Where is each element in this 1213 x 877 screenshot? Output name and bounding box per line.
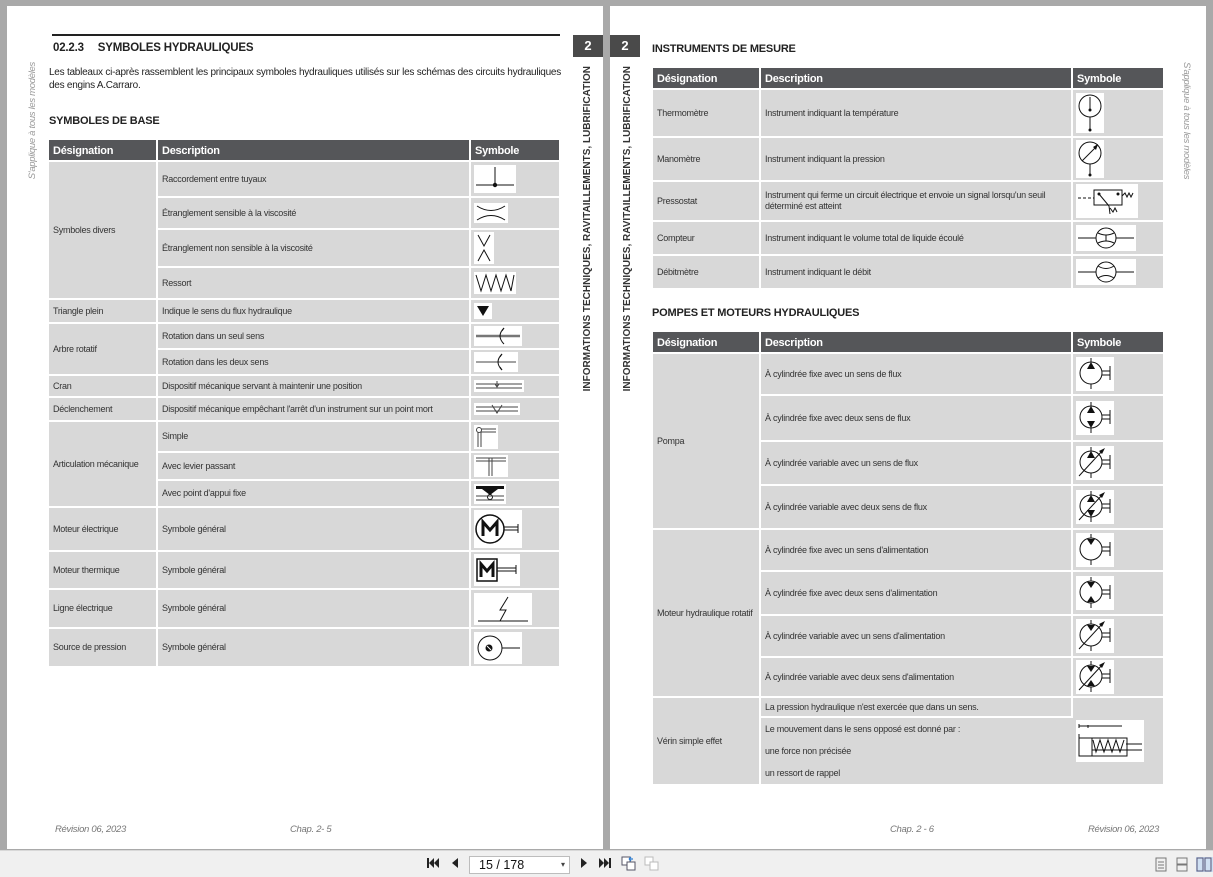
description-cell: Symbole général (157, 507, 470, 551)
table-row (49, 628, 559, 667)
page-number-select[interactable] (469, 856, 570, 874)
pumps-motors-table (653, 332, 1163, 786)
previous-page-icon (450, 856, 460, 870)
go-forward-view-icon (644, 856, 660, 872)
symbol-cell (470, 229, 559, 267)
description-cell: Avec point d'appui fixe (157, 480, 470, 507)
symbol-cell (1072, 485, 1163, 529)
side-note-right: S'applique à tous les modèles (1181, 62, 1192, 180)
variable-pump-two-way-icon (1076, 490, 1114, 524)
designation-cell: Débitmètre (653, 255, 760, 289)
table-row (49, 551, 559, 589)
symbol-cell (470, 323, 559, 349)
description-cell: À cylindrée fixe avec un sens d'alimentation (760, 529, 1072, 571)
simple-linkage-icon (474, 425, 498, 449)
description-cell: Symbole général (157, 589, 470, 628)
symbol-cell (1072, 657, 1163, 697)
header-designation: Désignation (49, 140, 157, 161)
orifice-restriction-icon (474, 232, 494, 264)
table-row (653, 137, 1163, 181)
pressure-source-icon (474, 632, 522, 664)
first-page-button[interactable] (426, 856, 440, 872)
rotating-shaft-one-way-icon (474, 326, 522, 346)
table-row (653, 353, 1163, 395)
continuous-page-icon (1176, 857, 1188, 872)
table-row (653, 697, 1163, 717)
designation-cell: Ligne électrique (49, 589, 157, 628)
manometer-icon (1076, 140, 1104, 178)
table-row (653, 89, 1163, 137)
continuous-view-button[interactable] (1176, 857, 1190, 872)
last-page-icon (598, 856, 612, 870)
symbol-cell (1072, 137, 1163, 181)
page-left (7, 6, 603, 849)
description-cell: Symbole général (157, 628, 470, 667)
table-row (653, 181, 1163, 221)
table-header-row (49, 140, 559, 161)
variable-motor-one-way-icon (1076, 619, 1114, 653)
electric-line-icon (474, 593, 532, 625)
symbol-cell (1072, 353, 1163, 395)
variable-pump-one-way-icon (1076, 446, 1114, 480)
page-right (610, 6, 1206, 849)
symbol-cell (470, 197, 559, 229)
thermometer-icon (1076, 93, 1104, 133)
symbol-cell (1072, 697, 1163, 785)
chapter-number-tab: 2 (610, 35, 640, 57)
symbol-cell (470, 452, 559, 480)
header-designation: Désignation (653, 332, 760, 353)
symbol-cell (1072, 395, 1163, 441)
go-back-view-icon (621, 856, 637, 872)
table-row (49, 507, 559, 551)
table-row (49, 299, 559, 323)
flowmeter-icon (1076, 259, 1136, 285)
description-cell: Ressort (157, 267, 470, 299)
description-cell: À cylindrée variable avec un sens de flux (760, 441, 1072, 485)
designation-cell: Triangle plein (49, 299, 157, 323)
instruments-table (653, 68, 1163, 290)
symbol-cell (470, 480, 559, 507)
designation-cell: Moteur hydraulique rotatif (653, 529, 760, 697)
through-lever-icon (474, 455, 508, 477)
symbol-cell (470, 299, 559, 323)
table-row (49, 375, 559, 397)
symbol-cell (470, 628, 559, 667)
description-cell: Instrument indiquant la température (760, 89, 1072, 137)
description-line: un ressort de rappel (765, 768, 841, 778)
description-cell: Avec levier passant (157, 452, 470, 480)
fixed-pump-one-way-icon (1076, 357, 1114, 391)
symbol-cell (1072, 89, 1163, 137)
pipe-junction-icon (474, 165, 516, 193)
description-cell: Dispositif mécanique empêchant l'arrêt d'un instrument sur un point mort (157, 397, 470, 421)
symbol-cell (470, 375, 559, 397)
symbol-cell (1072, 441, 1163, 485)
description-cell: À cylindrée fixe avec deux sens de flux (760, 395, 1072, 441)
description-cell: Symbole général (157, 551, 470, 589)
symbol-cell (1072, 529, 1163, 571)
section-rule (52, 34, 560, 36)
footer-chapter-page: Chap. 2 - 6 (890, 824, 934, 835)
variable-motor-two-way-icon (1076, 660, 1114, 694)
symbol-cell (470, 397, 559, 421)
table-row (653, 529, 1163, 571)
description-cell: Simple (157, 421, 470, 452)
table-row (653, 255, 1163, 289)
symbol-cell (1072, 615, 1163, 657)
header-symbole: Symbole (1072, 68, 1163, 89)
header-symbole: Symbole (1072, 332, 1163, 353)
description-cell: Indique le sens du flux hydraulique (157, 299, 470, 323)
chapter-title-vertical: INFORMATIONS TECHNIQUES, RAVITAILLEMENTS, LUBRIFICATION (582, 66, 593, 392)
fixed-motor-two-way-icon (1076, 576, 1114, 610)
designation-cell: Moteur thermique (49, 551, 157, 589)
description-cell: Rotation dans un seul sens (157, 323, 470, 349)
viewer-toolbar (0, 850, 1213, 877)
description-cell: Instrument indiquant le débit (760, 255, 1072, 289)
description-cell: Rotation dans les deux sens (157, 349, 470, 375)
table-header-row (653, 68, 1163, 89)
two-page-view-button[interactable] (1196, 857, 1213, 872)
description-cell: À cylindrée variable avec deux sens d'alimentation (760, 657, 1072, 697)
table-row (49, 161, 559, 197)
section-title (53, 42, 253, 54)
pressure-switch-icon (1076, 184, 1138, 218)
first-page-icon (426, 856, 440, 870)
designation-cell: Déclenchement (49, 397, 157, 421)
header-symbole: Symbole (470, 140, 559, 161)
header-description: Description (157, 140, 470, 161)
designation-cell: Articulation mécanique (49, 421, 157, 507)
fixed-pivot-icon (474, 484, 506, 504)
two-page-icon (1196, 857, 1212, 872)
symbol-cell (1072, 571, 1163, 615)
designation-cell: Vérin simple effet (653, 697, 760, 785)
go-forward-view-button[interactable] (644, 856, 660, 872)
footer-revision: Révision 06, 2023 (55, 824, 126, 835)
description-cell: Dispositif mécanique servant à maintenir une position (157, 375, 470, 397)
footer-chapter-page: Chap. 2- 5 (290, 824, 332, 835)
header-designation: Désignation (653, 68, 760, 89)
table-header-row (653, 332, 1163, 353)
designation-cell: Source de pression (49, 628, 157, 667)
symbol-cell (1072, 255, 1163, 289)
single-page-view-button[interactable] (1155, 857, 1169, 872)
symbol-cell (470, 161, 559, 197)
rotating-shaft-two-way-icon (474, 352, 518, 372)
previous-page-button[interactable] (449, 856, 461, 872)
designation-cell: Moteur électrique (49, 507, 157, 551)
description-cell: Instrument indiquant la pression (760, 137, 1072, 181)
thermal-engine-icon (474, 554, 520, 586)
chapter-title-vertical: INFORMATIONS TECHNIQUES, RAVITAILLEMENTS, LUBRIFICATION (622, 66, 633, 392)
viscosity-restriction-icon (474, 203, 508, 223)
next-page-icon (579, 856, 589, 870)
section-number: 02.2.3 (53, 42, 84, 54)
description-cell: Étranglement sensible à la viscosité (157, 197, 470, 229)
symbol-cell (470, 589, 559, 628)
spring-icon (474, 272, 516, 294)
symbol-cell (1072, 181, 1163, 221)
flow-counter-icon (1076, 225, 1136, 251)
footer-revision: Révision 06, 2023 (1088, 824, 1159, 835)
side-note-left: S'applique à tous les modèles (27, 62, 38, 180)
symbol-cell (470, 267, 559, 299)
table-title-pompes: POMPES ET MOTEURS HYDRAULIQUES (652, 307, 860, 319)
table-title-instruments: INSTRUMENTS DE MESURE (652, 43, 796, 55)
description-line: Le mouvement dans le sens opposé est donné par : (765, 724, 961, 734)
electric-motor-icon (474, 510, 522, 548)
symbol-cell (470, 349, 559, 375)
description-cell: La pression hydraulique n'est exercée que dans un sens. (760, 697, 1072, 717)
designation-cell: Compteur (653, 221, 760, 255)
description-cell: Instrument indiquant le volume total de liquide écoulé (760, 221, 1072, 255)
over-center-icon (474, 403, 520, 415)
go-back-view-button[interactable] (621, 856, 637, 872)
chapter-number-tab: 2 (573, 35, 603, 57)
description-cell: Raccordement entre tuyaux (157, 161, 470, 197)
symbol-cell (470, 421, 559, 452)
last-page-button[interactable] (598, 856, 612, 872)
designation-cell: Thermomètre (653, 89, 760, 137)
fixed-pump-two-way-icon (1076, 401, 1114, 435)
detent-icon (474, 380, 524, 392)
intro-paragraph: Les tableaux ci-après rassemblent les principaux symboles hydrauliques utilisés sur les schémas des circuits hydrauliques des engins A.Carraro. (49, 67, 561, 91)
table-row (49, 421, 559, 452)
designation-cell: Manomètre (653, 137, 760, 181)
description-cell: Instrument qui ferme un circuit électrique et envoie un signal lorsqu'un seuil déterminé est atteint (760, 181, 1072, 221)
table-row (49, 323, 559, 349)
single-page-icon (1155, 857, 1167, 872)
description-cell: À cylindrée fixe avec deux sens d'alimentation (760, 571, 1072, 615)
table-row (49, 589, 559, 628)
designation-cell: Pompa (653, 353, 760, 529)
single-acting-cylinder-icon (1076, 720, 1144, 762)
designation-cell: Arbre rotatif (49, 323, 157, 375)
designation-cell: Cran (49, 375, 157, 397)
description-cell: À cylindrée variable avec deux sens de flux (760, 485, 1072, 529)
designation-cell: Pressostat (653, 181, 760, 221)
header-description: Description (760, 332, 1072, 353)
description-cell: Étranglement non sensible à la viscosité (157, 229, 470, 267)
filled-triangle-icon (474, 303, 492, 319)
description-cell: À cylindrée variable avec un sens d'alimentation (760, 615, 1072, 657)
symbol-cell (470, 507, 559, 551)
description-line: une force non précisée (765, 746, 852, 756)
dropdown-arrow-icon: ▾ (560, 860, 565, 869)
next-page-button[interactable] (578, 856, 590, 872)
fixed-motor-one-way-icon (1076, 533, 1114, 567)
designation-cell: Symboles divers (49, 161, 157, 299)
description-cell: À cylindrée fixe avec un sens de flux (760, 353, 1072, 395)
table-row (49, 397, 559, 421)
page-indicator: 15 / 178 (479, 858, 525, 872)
table-row (653, 221, 1163, 255)
description-cell (760, 717, 1072, 785)
header-description: Description (760, 68, 1072, 89)
symbol-cell (1072, 221, 1163, 255)
section-name: SYMBOLES HYDRAULIQUES (97, 42, 254, 54)
basic-symbols-table (49, 140, 559, 668)
table-title-symboles-de-base: SYMBOLES DE BASE (49, 115, 160, 127)
symbol-cell (470, 551, 559, 589)
